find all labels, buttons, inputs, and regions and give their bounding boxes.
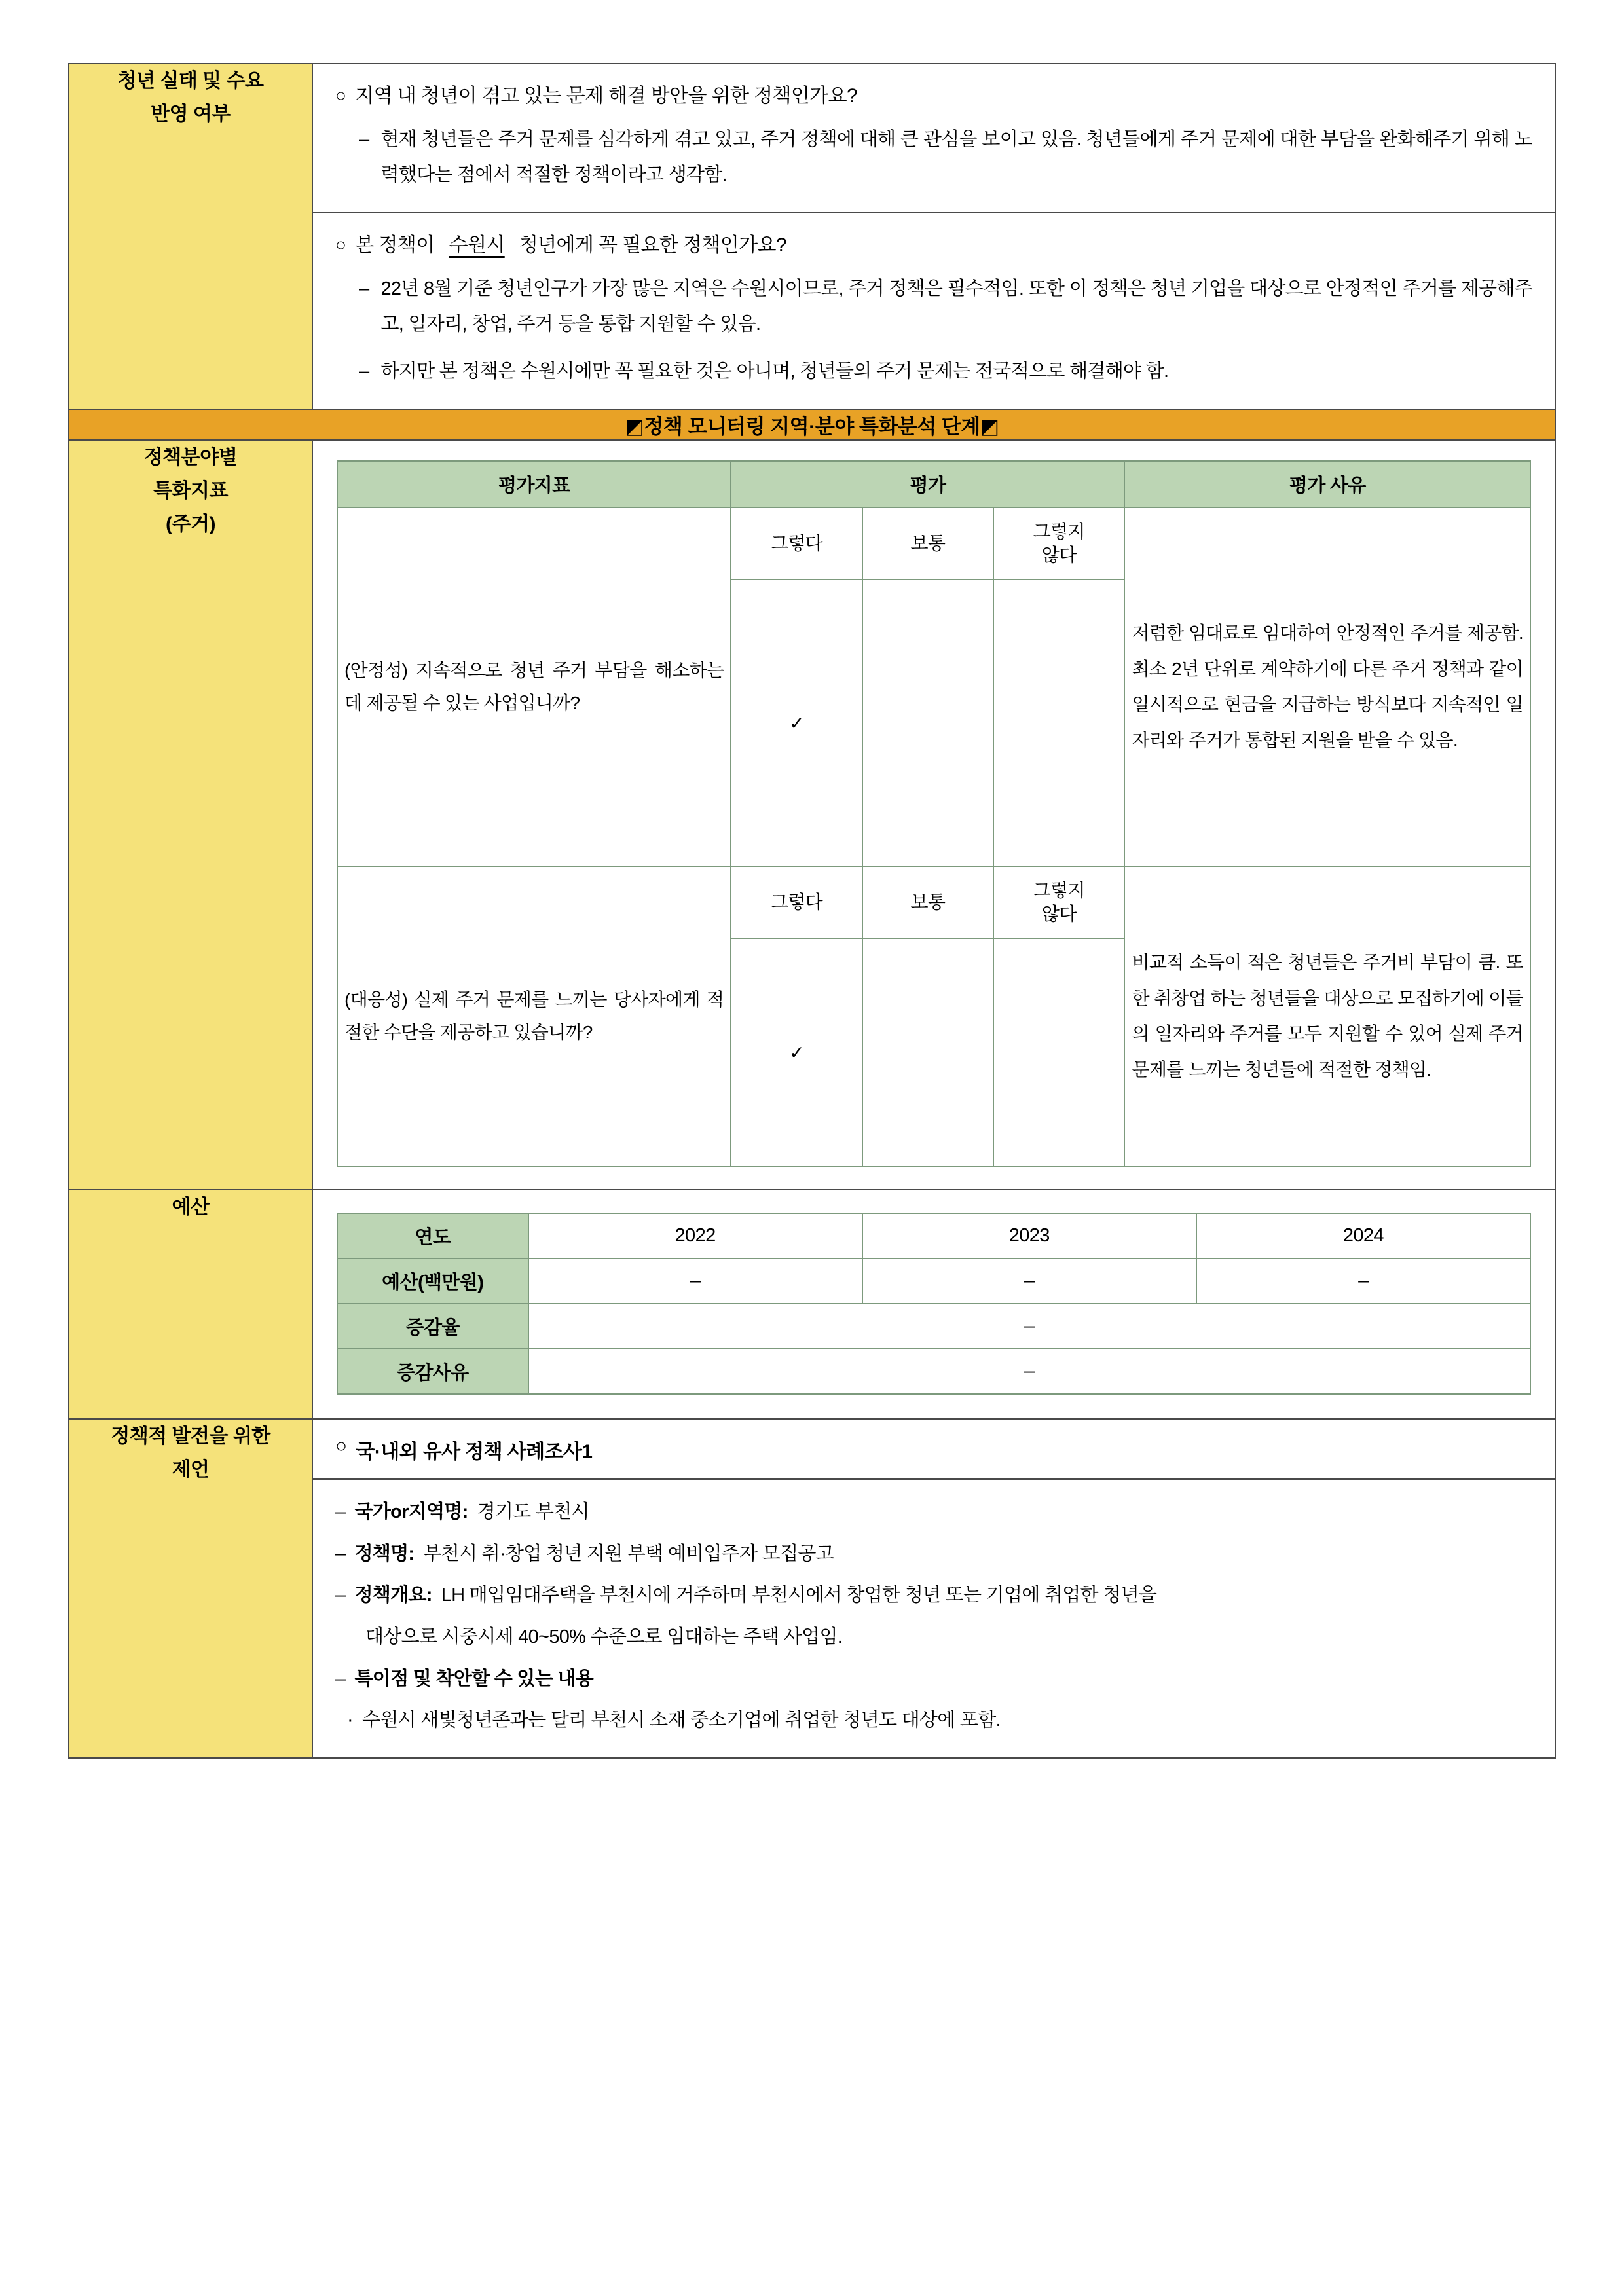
- label-line-3: (주거): [166, 513, 215, 536]
- answer-1-1: [335, 122, 1532, 193]
- indicator-1-option-neutral: 보통: [862, 507, 993, 579]
- budget-row-year: [337, 1213, 1530, 1258]
- stage-band-row: [69, 409, 1555, 440]
- stage-band: ◩정책 모니터링 지역·분야 특화분석 단계◩: [69, 409, 1555, 440]
- section-youth-status-row: [69, 64, 1555, 409]
- answer-2-1-text: 22년 8월 기준 청년인구가 가장 많은 지역은 수원시이므로, 주거 정책은 필수적임. 또한 이 정책은 청년 기업을 대상으로 안정적인 주거를 제공해주고, 일자리, 창업, 주거 등을 통합 지원할 수 있음.: [380, 278, 1532, 335]
- circle-marker-icon: ○: [335, 1435, 347, 1458]
- indicator-row-1-options: [337, 507, 1530, 579]
- budget-label-rate: 증감율: [337, 1304, 528, 1349]
- circle-marker-icon: ○: [335, 234, 346, 255]
- budget-reason-value: –: [528, 1349, 1530, 1394]
- suggestion-item-notable-key: 특이점 및 착안할 수 있는 내용: [354, 1668, 593, 1689]
- question-1: [335, 81, 1532, 111]
- dash-marker-icon: –: [335, 1668, 346, 1689]
- indicator-table: [337, 460, 1531, 1167]
- answer-2-2-text: 하지만 본 정책은 수원시에만 꼭 필요한 것은 아니며, 청년들의 주거 문제는 전국적으로 해결해야 함.: [380, 360, 1169, 382]
- qa-block-1: [313, 64, 1555, 212]
- option-no-line1: 그렇지: [1033, 521, 1085, 542]
- budget-row-rate: [337, 1304, 1530, 1349]
- indicator-row-2-options: [337, 866, 1530, 938]
- suggestion-item-region-key: 국가or지역명:: [354, 1501, 468, 1523]
- dash-marker-icon: –: [359, 129, 369, 150]
- budget-rate-value: –: [528, 1304, 1530, 1349]
- indicator-1-check-yes[interactable]: ✓: [731, 579, 862, 866]
- policy-evaluation-table: [68, 63, 1556, 1759]
- budget-label-reason: 증감사유: [337, 1349, 528, 1394]
- budget-row-reason: [337, 1349, 1530, 1394]
- question-2-suffix: 청년에게 꼭 필요한 정책인가요?: [519, 234, 786, 257]
- suggestion-item-notable-detail: [335, 1704, 1532, 1738]
- budget-amount-2024: –: [1196, 1258, 1530, 1304]
- label-line-2: 특화지표: [153, 480, 228, 502]
- indicator-2-option-neutral: 보통: [862, 866, 993, 938]
- option-no-line2: 않다: [1041, 904, 1077, 925]
- answer-2-2: [335, 354, 1532, 390]
- header-reason: 평가 사유: [1124, 461, 1530, 507]
- indicator-1-reason: 저렴한 임대료로 임대하여 안정적인 주거를 제공함. 최소 2년 단위로 계약하기에 다른 주거 정책과 같이 일시적으로 현금을 지급하는 방식보다 지속적인 일자리와 주거가 통합된 지원을 받을 수 있음.: [1124, 507, 1530, 866]
- indicator-2-question: (대응성) 실제 주거 문제를 느끼는 당사자에게 적절한 수단을 제공하고 있습니까?: [337, 866, 731, 1166]
- section-budget-row: [69, 1190, 1555, 1419]
- section-content-youth-status: [312, 64, 1555, 409]
- dash-marker-icon: –: [335, 1501, 346, 1523]
- dash-marker-icon: –: [359, 360, 369, 382]
- indicator-2-option-yes: 그렇다: [731, 866, 862, 938]
- suggestion-item-overview-value: LH 매입임대주택을 부천시에 거주하며 부천시에서 창업한 청년 또는 기업에 취업한 청년을: [441, 1585, 1157, 1606]
- suggestion-item-notable: [335, 1662, 1532, 1697]
- budget-year-2023: 2023: [862, 1213, 1196, 1258]
- label-line-1: 정책분야별: [143, 447, 238, 469]
- indicator-2-check-neutral[interactable]: [862, 938, 993, 1166]
- suggestion-item-policy-name-value: 부천시 취·창업 청년 지원 부택 예비입주자 모집공고: [423, 1543, 834, 1564]
- option-no-line1: 그렇지: [1033, 879, 1085, 900]
- budget-table-wrap: [313, 1190, 1555, 1418]
- dash-marker-icon: –: [335, 1543, 346, 1564]
- section-label-specialized-indicator: [69, 440, 312, 1190]
- suggestion-item-notable-detail-text: 수원시 새빛청년존과는 달리 부천시 소재 중소기업에 취업한 청년도 대상에 포함.: [361, 1710, 1001, 1731]
- suggestion-item-region: [335, 1496, 1532, 1530]
- indicator-1-option-no: [993, 507, 1124, 579]
- suggestion-item-region-value: 경기도 부천시: [477, 1501, 589, 1523]
- section-label-suggestion: [69, 1419, 312, 1758]
- suggestion-item-overview: [335, 1579, 1532, 1613]
- dash-marker-icon: –: [335, 1585, 346, 1606]
- section-specialized-indicator-row: [69, 440, 1555, 1190]
- indicator-1-check-no[interactable]: [993, 579, 1124, 866]
- suggestion-body: [313, 1480, 1555, 1757]
- question-2-prefix: 본 정책이: [355, 234, 435, 257]
- dash-marker-icon: –: [359, 278, 369, 300]
- bullet-marker-icon: ·: [347, 1710, 353, 1731]
- suggestion-title: 국·내외 유사 정책 사례조사1: [356, 1441, 593, 1463]
- indicator-1-option-yes: 그렇다: [731, 507, 862, 579]
- budget-amount-2023: –: [862, 1258, 1196, 1304]
- indicator-1-question: (안정성) 지속적으로 청년 주거 부담을 해소하는데 제공될 수 있는 사업입니까?: [337, 507, 731, 866]
- question-2-region-blank: 수원시: [449, 234, 505, 257]
- budget-year-2022: 2022: [528, 1213, 862, 1258]
- circle-marker-icon: ○: [335, 85, 346, 105]
- section-label-youth-status: [69, 64, 312, 409]
- section-content-suggestion: [312, 1419, 1555, 1758]
- header-indicator: 평가지표: [337, 461, 731, 507]
- budget-year-2024: 2024: [1196, 1213, 1530, 1258]
- header-evaluation: 평가: [731, 461, 1124, 507]
- indicator-table-wrap: [313, 441, 1555, 1189]
- indicator-2-option-no: [993, 866, 1124, 938]
- budget-row-amount: [337, 1258, 1530, 1304]
- label-line-2: 반영 여부: [151, 103, 231, 125]
- indicator-header-row: [337, 461, 1530, 507]
- answer-1-1-text: 현재 청년들은 주거 문제를 심각하게 겪고 있고, 주거 정책에 대해 큰 관심을 보이고 있음. 청년들에게 주거 문제에 대한 부담을 완화해주기 위해 노력했다는 점에서 적절한 정책이라고 생각함.: [380, 129, 1532, 185]
- question-2: [335, 230, 1532, 260]
- section-content-budget: [312, 1190, 1555, 1419]
- suggestion-title-row: [313, 1420, 1555, 1480]
- indicator-2-reason: 비교적 소득이 적은 청년들은 주거비 부담이 큼. 또한 취창업 하는 청년들을 대상으로 모집하기에 이들의 일자리와 주거를 모두 지원할 수 있어 실제 주거 문제를 느끼는 청년들에 적절한 정책임.: [1124, 866, 1530, 1166]
- label-line-2: 제언: [172, 1459, 210, 1481]
- suggestion-item-overview-key: 정책개요:: [354, 1585, 432, 1606]
- budget-table: [337, 1213, 1531, 1395]
- suggestion-item-policy-name: [335, 1537, 1532, 1571]
- answer-2-1: [335, 272, 1532, 342]
- question-1-text: 지역 내 청년이 겪고 있는 문제 해결 방안을 위한 정책인가요?: [355, 85, 858, 107]
- section-label-budget: 예산: [69, 1190, 312, 1419]
- indicator-2-check-no[interactable]: [993, 938, 1124, 1166]
- option-no-line2: 않다: [1041, 545, 1077, 566]
- indicator-1-check-neutral[interactable]: [862, 579, 993, 866]
- budget-label-year: 연도: [337, 1213, 528, 1258]
- label-line-1: 청년 실태 및 수요: [117, 70, 264, 92]
- budget-amount-2022: –: [528, 1258, 862, 1304]
- suggestion-item-overview-cont: 대상으로 시중시세 40~50% 수준으로 임대하는 주택 사업임.: [365, 1626, 843, 1648]
- section-content-specialized-indicator: [312, 440, 1555, 1190]
- budget-label-amount: 예산(백만원): [337, 1258, 528, 1304]
- indicator-2-check-yes[interactable]: ✓: [731, 938, 862, 1166]
- label-line-1: 정책적 발전을 위한: [111, 1425, 270, 1448]
- qa-block-2: [313, 212, 1555, 409]
- section-suggestion-row: [69, 1419, 1555, 1758]
- suggestion-item-policy-name-key: 정책명:: [354, 1543, 415, 1564]
